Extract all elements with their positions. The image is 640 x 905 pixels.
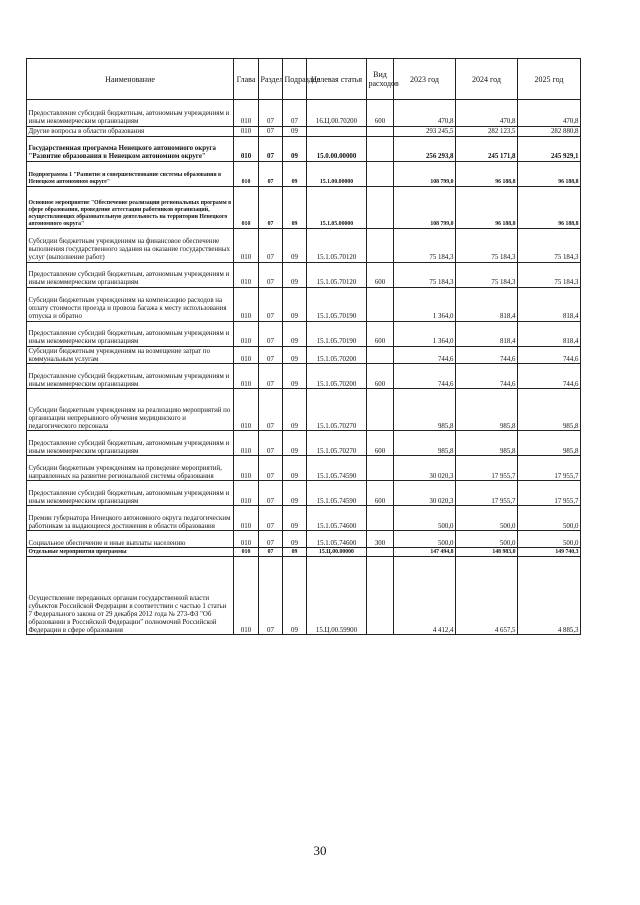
header-name: Наименование <box>27 59 234 100</box>
cell-vid: 600 <box>367 364 394 389</box>
cell-name: Другие вопросы в области образования <box>27 127 234 137</box>
table-row <box>27 548 581 557</box>
cell-target: 15.1.05.74590 <box>307 456 367 481</box>
cell-podrazdel: 09 <box>283 364 307 389</box>
cell-2025: 4 885,3 <box>518 557 581 635</box>
cell-podrazdel: 09 <box>283 186 307 228</box>
cell-podrazdel: 09 <box>283 161 307 186</box>
cell-2024: 75 184,3 <box>456 228 518 262</box>
cell-glava: 010 <box>234 228 259 262</box>
cell-name: Отдельные мероприятия программы <box>27 548 234 557</box>
cell-vid <box>367 506 394 531</box>
cell-podrazdel: 09 <box>283 531 307 548</box>
cell-vid <box>367 346 394 364</box>
cell-2023: 75 184,3 <box>394 228 456 262</box>
cell-name: Государственная программа Ненецкого автономного округа "Развитие образования в Ненецком автономном округе" <box>27 136 234 161</box>
table-row <box>27 531 581 548</box>
cell-podrazdel: 09 <box>283 136 307 161</box>
cell-2024: 744,6 <box>456 346 518 364</box>
cell-name: Социальное обеспечение и иные выплаты населению <box>27 531 234 548</box>
cell-name: Предоставление субсидий бюджетным, автономным учреждениям и иным некоммерческим организациям <box>27 100 234 127</box>
cell-podrazdel: 09 <box>283 481 307 506</box>
cell-podrazdel: 09 <box>283 346 307 364</box>
cell-glava: 010 <box>234 456 259 481</box>
table-row <box>27 481 581 506</box>
cell-podrazdel: 09 <box>283 127 307 137</box>
cell-2023: 30 020,3 <box>394 456 456 481</box>
cell-2024: 96 188,8 <box>456 186 518 228</box>
cell-2025: 500,0 <box>518 531 581 548</box>
cell-razdel: 07 <box>259 287 283 321</box>
cell-name: Субсидии бюджетным учреждениям на компенсацию расходов на оплату стоимости проезда и провоза багажа к месту использования отпуска и обратно <box>27 287 234 321</box>
cell-vid: 600 <box>367 481 394 506</box>
table-row <box>27 161 581 186</box>
cell-vid <box>367 228 394 262</box>
cell-vid: 600 <box>367 100 394 127</box>
cell-2025: 985,8 <box>518 389 581 431</box>
table-row <box>27 557 581 635</box>
cell-glava: 010 <box>234 389 259 431</box>
cell-glava: 010 <box>234 262 259 287</box>
cell-razdel: 07 <box>259 228 283 262</box>
cell-vid <box>367 287 394 321</box>
cell-2025: 149 740,3 <box>518 548 581 557</box>
cell-glava: 010 <box>234 557 259 635</box>
cell-glava: 010 <box>234 161 259 186</box>
table-row <box>27 346 581 364</box>
cell-target: 15.1.05.70120 <box>307 228 367 262</box>
cell-2024: 148 983,0 <box>456 548 518 557</box>
cell-razdel: 07 <box>259 161 283 186</box>
cell-2023: 30 020,3 <box>394 481 456 506</box>
header-row <box>27 59 581 100</box>
cell-2023: 500,0 <box>394 531 456 548</box>
cell-razdel: 07 <box>259 262 283 287</box>
cell-target: 15.1.05.70270 <box>307 431 367 456</box>
cell-2023: 985,8 <box>394 389 456 431</box>
cell-glava: 010 <box>234 186 259 228</box>
cell-2024: 500,0 <box>456 531 518 548</box>
cell-vid: 600 <box>367 321 394 346</box>
cell-2025: 818,4 <box>518 287 581 321</box>
cell-podrazdel: 09 <box>283 506 307 531</box>
cell-glava: 010 <box>234 364 259 389</box>
table-row <box>27 136 581 161</box>
budget-table <box>26 58 581 635</box>
cell-2024: 96 188,8 <box>456 161 518 186</box>
cell-name: Субсидии бюджетным учреждениям на финансовое обеспечение выполнения государственного задания на оказание государственных услуг (выполнение работ) <box>27 228 234 262</box>
cell-razdel: 07 <box>259 548 283 557</box>
cell-2025: 96 188,8 <box>518 161 581 186</box>
cell-target: 15.1.05.74600 <box>307 506 367 531</box>
cell-podrazdel: 07 <box>283 100 307 127</box>
table-row <box>27 262 581 287</box>
cell-target: 16.Ц.00.70200 <box>307 100 367 127</box>
table-body <box>27 100 581 635</box>
cell-vid <box>367 456 394 481</box>
cell-name: Осуществление переданных органам государственной власти субъектов Российской Федерации в соответствии с частью 1 статьи 7 Федерального закона от 29 декабря 2012 года № 273-ФЗ "Об образовании в Российской Федерации" полномочий Российской Федерации в сфере образования <box>27 557 234 635</box>
cell-2023: 1 364,0 <box>394 321 456 346</box>
cell-2025: 96 188,8 <box>518 186 581 228</box>
cell-name: Субсидии бюджетным учреждениям на реализацию мероприятий по организации непрерывного обучения медицинского и педагогического персонала <box>27 389 234 431</box>
cell-2025: 744,6 <box>518 364 581 389</box>
cell-target: 15.1.05.70270 <box>307 389 367 431</box>
header-2024: 2024 год <box>456 59 518 100</box>
cell-2023: 147 494,8 <box>394 548 456 557</box>
cell-glava: 010 <box>234 100 259 127</box>
cell-2024: 985,8 <box>456 431 518 456</box>
cell-podrazdel: 09 <box>283 456 307 481</box>
cell-vid <box>367 557 394 635</box>
cell-target: 15.1.05.00000 <box>307 186 367 228</box>
cell-2023: 108 799,0 <box>394 161 456 186</box>
cell-glava: 010 <box>234 127 259 137</box>
cell-2023: 256 293,8 <box>394 136 456 161</box>
cell-razdel: 07 <box>259 346 283 364</box>
cell-2023: 500,0 <box>394 506 456 531</box>
cell-name: Предоставление субсидий бюджетным, автономным учреждениям и иным некоммерческим организациям <box>27 364 234 389</box>
cell-2024: 75 184,3 <box>456 262 518 287</box>
cell-2024: 17 955,7 <box>456 481 518 506</box>
cell-2024: 818,4 <box>456 287 518 321</box>
cell-vid <box>367 136 394 161</box>
cell-2023: 4 412,4 <box>394 557 456 635</box>
cell-vid <box>367 548 394 557</box>
cell-razdel: 07 <box>259 481 283 506</box>
cell-2023: 744,6 <box>394 346 456 364</box>
cell-vid <box>367 186 394 228</box>
cell-glava: 010 <box>234 431 259 456</box>
cell-target: 15.1.05.70200 <box>307 346 367 364</box>
cell-name: Предоставление субсидий бюджетным, автономным учреждениям и иным некоммерческим организациям <box>27 262 234 287</box>
cell-2025: 282 880,8 <box>518 127 581 137</box>
cell-2025: 17 955,7 <box>518 481 581 506</box>
cell-2024: 245 171,8 <box>456 136 518 161</box>
cell-vid: 600 <box>367 431 394 456</box>
table-row <box>27 506 581 531</box>
cell-2024: 282 123,5 <box>456 127 518 137</box>
cell-razdel: 07 <box>259 557 283 635</box>
cell-podrazdel: 09 <box>283 287 307 321</box>
cell-2025: 500,0 <box>518 506 581 531</box>
table-row <box>27 389 581 431</box>
table-row <box>27 228 581 262</box>
cell-razdel: 07 <box>259 321 283 346</box>
cell-name: Премии губернатора Ненецкого автономного округа педагогическим работникам за выдающиеся достижения в области образования <box>27 506 234 531</box>
cell-name: Предоставление субсидий бюджетным, автономным учреждениям и иным некоммерческим организациям <box>27 431 234 456</box>
cell-vid: 300 <box>367 531 394 548</box>
cell-vid <box>367 389 394 431</box>
cell-glava: 010 <box>234 321 259 346</box>
cell-2025: 245 929,1 <box>518 136 581 161</box>
cell-razdel: 07 <box>259 389 283 431</box>
cell-2025: 17 955,7 <box>518 456 581 481</box>
cell-target: 15.1.05.70200 <box>307 364 367 389</box>
cell-2024: 4 657,5 <box>456 557 518 635</box>
cell-podrazdel: 09 <box>283 431 307 456</box>
cell-2024: 500,0 <box>456 506 518 531</box>
cell-razdel: 07 <box>259 456 283 481</box>
cell-2025: 75 184,3 <box>518 262 581 287</box>
cell-2023: 293 245,5 <box>394 127 456 137</box>
cell-2023: 985,8 <box>394 431 456 456</box>
cell-razdel: 07 <box>259 100 283 127</box>
cell-podrazdel: 09 <box>283 389 307 431</box>
cell-name: Подпрограмма 1 "Развитие и совершенствование системы образования в Ненецком автономном округе" <box>27 161 234 186</box>
cell-vid <box>367 127 394 137</box>
cell-razdel: 07 <box>259 186 283 228</box>
cell-glava: 010 <box>234 481 259 506</box>
header-2023: 2023 год <box>394 59 456 100</box>
cell-target: 15.1.05.74600 <box>307 531 367 548</box>
cell-target: 15.1.05.70190 <box>307 321 367 346</box>
cell-2023: 75 184,3 <box>394 262 456 287</box>
cell-glava: 010 <box>234 506 259 531</box>
cell-glava: 010 <box>234 346 259 364</box>
cell-podrazdel: 09 <box>283 228 307 262</box>
cell-2024: 818,4 <box>456 321 518 346</box>
cell-2025: 818,4 <box>518 321 581 346</box>
cell-2023: 744,6 <box>394 364 456 389</box>
cell-podrazdel: 09 <box>283 557 307 635</box>
cell-name: Предоставление субсидий бюджетным, автономным учреждениям и иным некоммерческим организациям <box>27 481 234 506</box>
header-vid: Вид расходов <box>367 59 394 100</box>
cell-name: Предоставление субсидий бюджетным, автономным учреждениям и иным некоммерческим организациям <box>27 321 234 346</box>
cell-glava: 010 <box>234 531 259 548</box>
cell-2025: 75 184,3 <box>518 228 581 262</box>
header-razdel: Раздел <box>259 59 283 100</box>
cell-vid: 600 <box>367 262 394 287</box>
cell-razdel: 07 <box>259 531 283 548</box>
table-row <box>27 431 581 456</box>
cell-2024: 17 955,7 <box>456 456 518 481</box>
cell-razdel: 07 <box>259 364 283 389</box>
header-glava: Глава <box>234 59 259 100</box>
page-number: 30 <box>313 843 327 858</box>
header-2025: 2025 год <box>518 59 581 100</box>
cell-2024: 744,6 <box>456 364 518 389</box>
cell-name: Субсидии бюджетным учреждениям на возмещение затрат по коммунальным услугам <box>27 346 234 364</box>
cell-name: Субсидии бюджетным учреждениям на проведение мероприятий, направленных на развитие региональной системы образования <box>27 456 234 481</box>
cell-podrazdel: 09 <box>283 321 307 346</box>
cell-razdel: 07 <box>259 127 283 137</box>
cell-2023: 470,8 <box>394 100 456 127</box>
table-row <box>27 364 581 389</box>
cell-2023: 108 799,0 <box>394 186 456 228</box>
cell-podrazdel: 09 <box>283 262 307 287</box>
cell-target: 15.Ц.00.59900 <box>307 557 367 635</box>
table-row <box>27 456 581 481</box>
cell-target: 15.1.05.70120 <box>307 262 367 287</box>
cell-razdel: 07 <box>259 431 283 456</box>
cell-2024: 985,8 <box>456 389 518 431</box>
table-row <box>27 287 581 321</box>
header-podrazdel: Подраздел <box>283 59 307 100</box>
cell-glava: 010 <box>234 548 259 557</box>
cell-2025: 985,8 <box>518 431 581 456</box>
table-row <box>27 127 581 137</box>
cell-target: 15.Ц.00.00000 <box>307 548 367 557</box>
cell-razdel: 07 <box>259 136 283 161</box>
cell-glava: 010 <box>234 287 259 321</box>
cell-target: 15.1.05.74590 <box>307 481 367 506</box>
cell-2025: 470,8 <box>518 100 581 127</box>
cell-vid <box>367 161 394 186</box>
cell-2024: 470,8 <box>456 100 518 127</box>
cell-2025: 744,6 <box>518 346 581 364</box>
table-row <box>27 321 581 346</box>
cell-target: 15.0.00.00000 <box>307 136 367 161</box>
cell-podrazdel: 09 <box>283 548 307 557</box>
cell-2023: 1 364,0 <box>394 287 456 321</box>
cell-target: 15.1.05.70190 <box>307 287 367 321</box>
table-row <box>27 100 581 127</box>
cell-target: 15.1.00.00000 <box>307 161 367 186</box>
table-row <box>27 186 581 228</box>
cell-razdel: 07 <box>259 506 283 531</box>
header-target: Целевая статья <box>307 59 367 100</box>
cell-target <box>307 127 367 137</box>
cell-glava: 010 <box>234 136 259 161</box>
cell-name: Основное мероприятие "Обеспечение реализации региональных программ в сфере образования, проведение аттестации работников организаций, осуществляющих образовательную деятельность на территории Ненецкого автономного округа" <box>27 186 234 228</box>
